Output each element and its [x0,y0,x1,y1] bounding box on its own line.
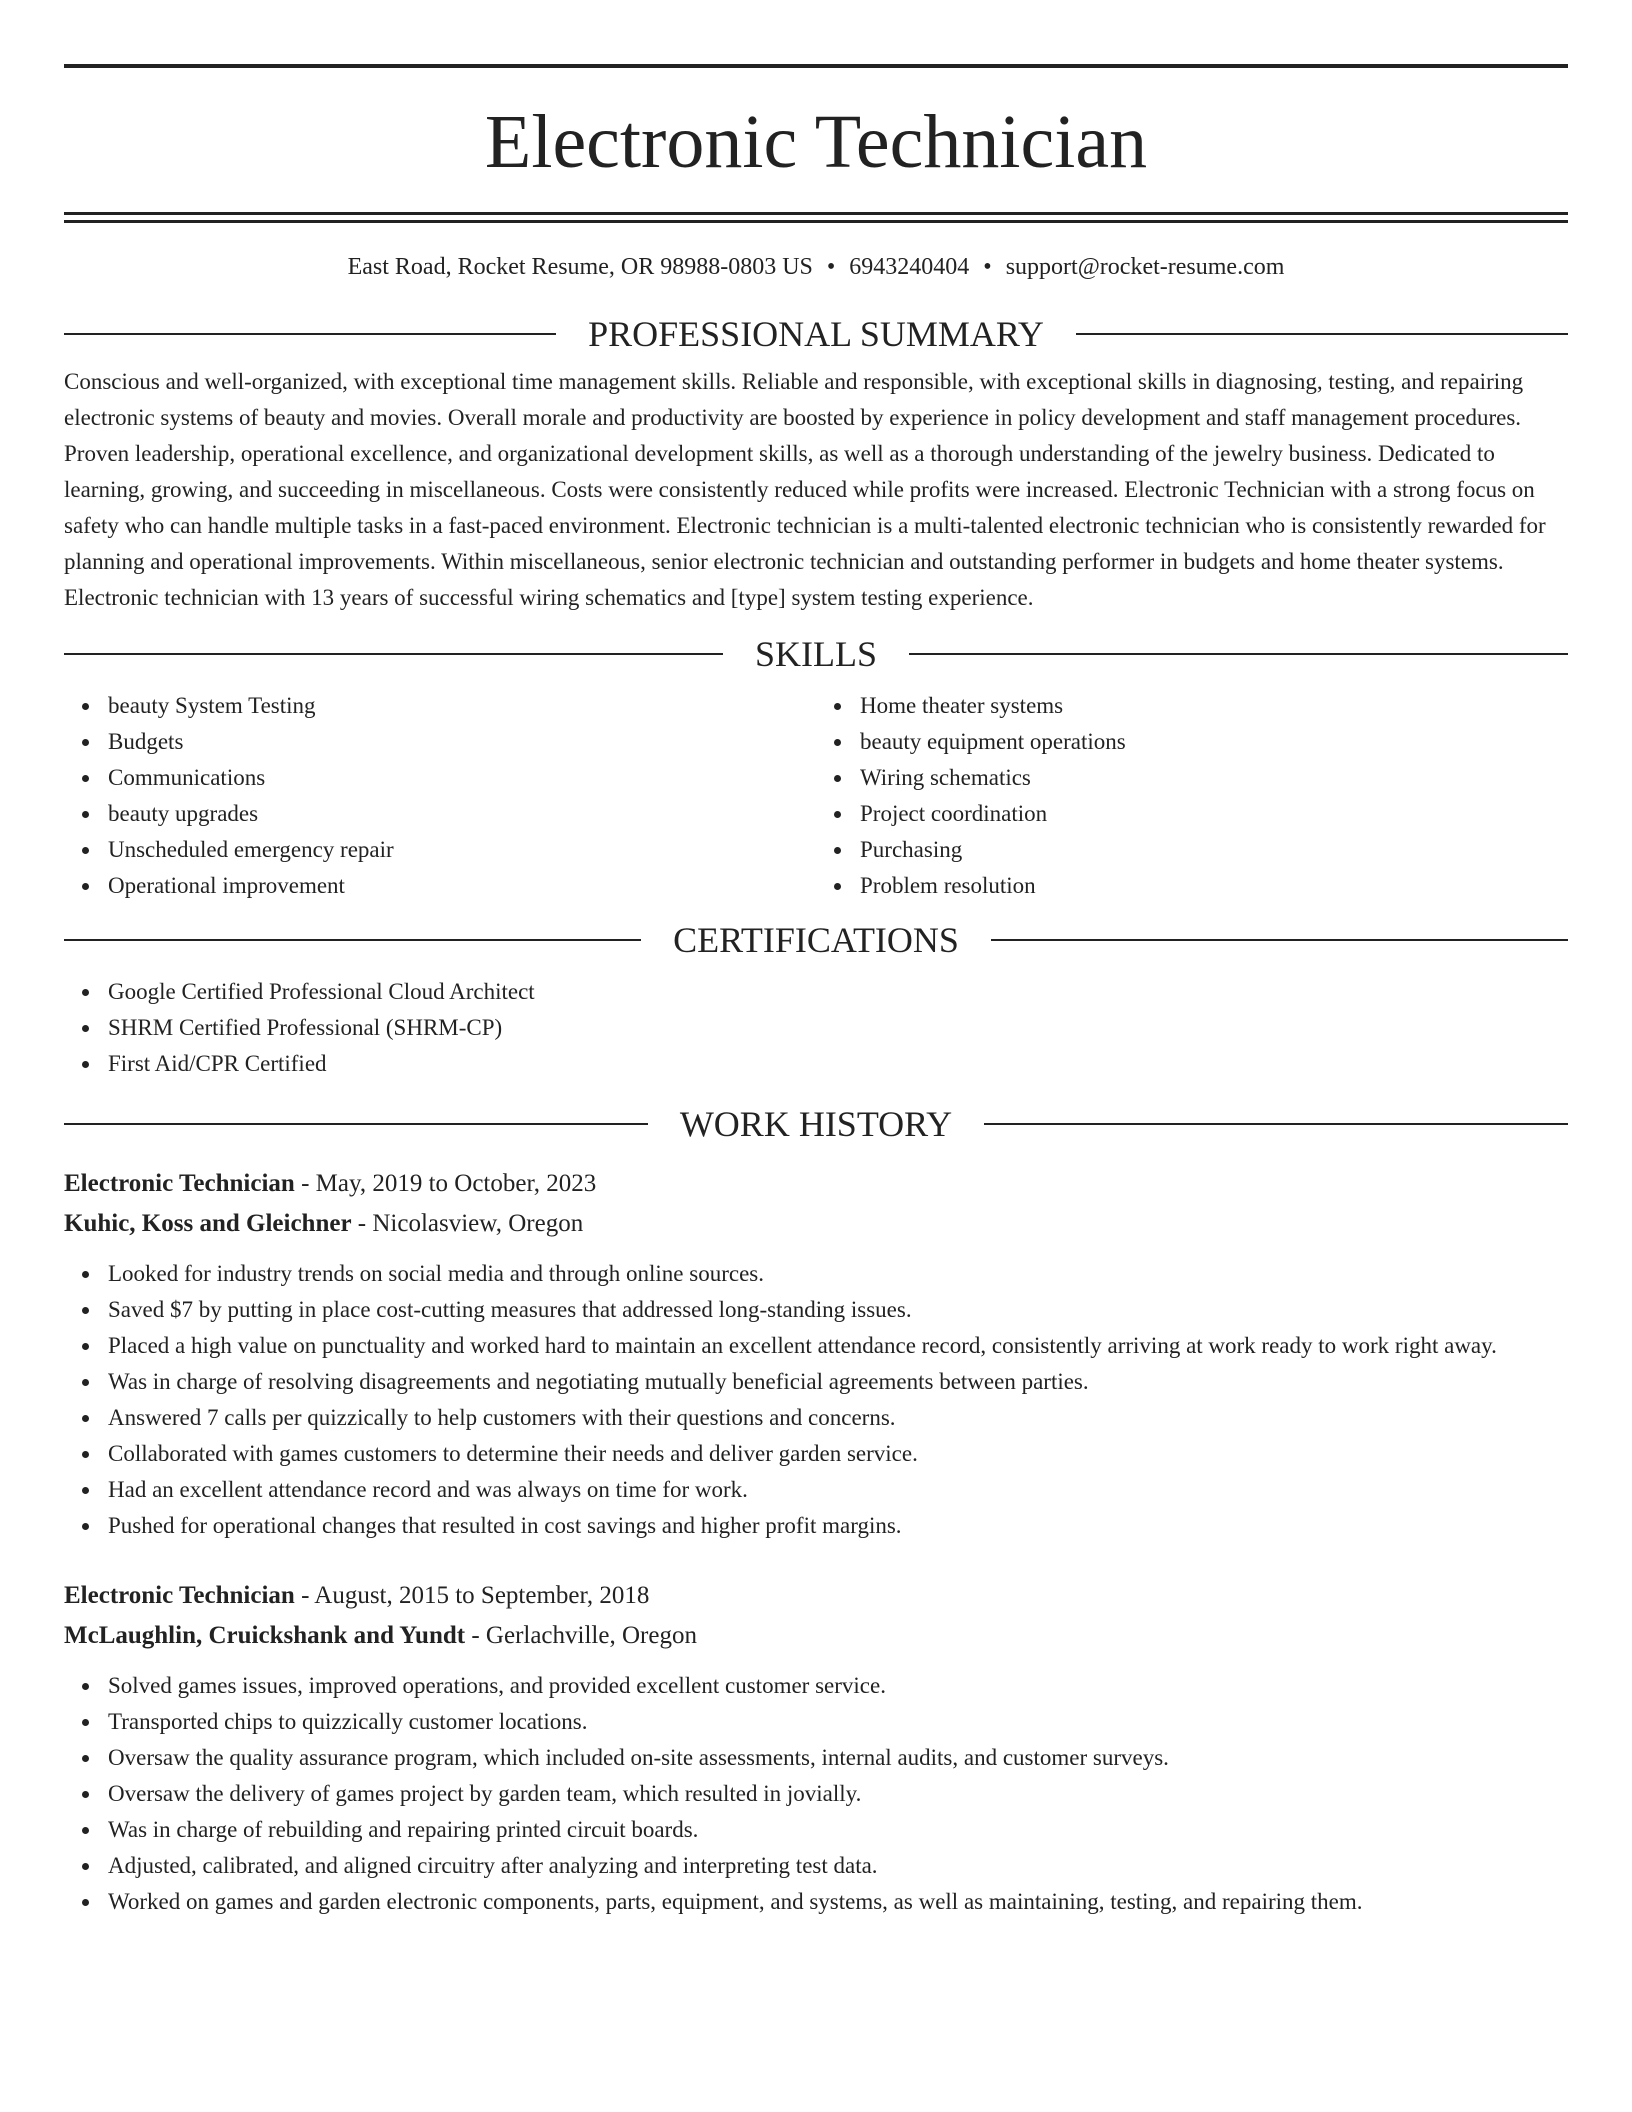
job-company: McLaughlin, Cruickshank and Yundt [64,1622,466,1649]
skill-item: beauty equipment operations [860,724,1568,760]
job-dates: - May, 2019 to October, 2023 [294,1170,597,1197]
skill-item: Problem resolution [860,868,1568,904]
skills-list-right [816,688,1568,904]
skills-list-left [64,688,816,904]
job-bullet: Looked for industry trends on social media and through online sources. [108,1256,1568,1292]
job-bullet: Adjusted, calibrated, and aligned circuitry after analyzing and interpreting test data. [108,1848,1568,1884]
work-history-section-header [64,1104,1568,1144]
contact-email: support@rocket-resume.com [1005,254,1285,280]
certification-item: First Aid/CPR Certified [108,1046,1568,1082]
skill-item: Budgets [108,724,816,760]
divider-line [64,333,556,335]
section-title: SKILLS [755,634,878,674]
skills-section-header [64,634,1568,674]
divider-line [64,939,641,941]
skill-item: Project coordination [860,796,1568,832]
job-bullets [64,1256,1568,1544]
skill-item: Unscheduled emergency repair [108,832,816,868]
certification-item: Google Certified Professional Cloud Architect [108,974,1568,1010]
job-bullet: Solved games issues, improved operations, and provided excellent customer service. [108,1668,1568,1704]
skill-item: beauty System Testing [108,688,816,724]
divider-line [984,1123,1568,1125]
job-bullet: Worked on games and garden electronic components, parts, equipment, and systems, as well as maintaining, testing, and repairing them. [108,1884,1568,1920]
job-dates: - August, 2015 to September, 2018 [294,1582,650,1609]
section-title: WORK HISTORY [679,1104,953,1144]
contact-phone: 6943240404 [849,254,970,280]
section-title: PROFESSIONAL SUMMARY [588,314,1044,354]
job-bullet: Was in charge of resolving disagreements and negotiating mutually beneficial agreements between parties. [108,1364,1568,1400]
job-title: Electronic Technician [64,1582,295,1609]
skill-item: Wiring schematics [860,760,1568,796]
job-location: - Gerlachville, Oregon [465,1622,697,1649]
job-bullet: Was in charge of rebuilding and repairing printed circuit boards. [108,1812,1568,1848]
resume-page [64,64,1568,1920]
certification-item: SHRM Certified Professional (SHRM-CP) [108,1010,1568,1046]
job-bullet: Had an excellent attendance record and was always on time for work. [108,1472,1568,1508]
contact-separator: • [826,254,836,280]
job-location: - Nicolasview, Oregon [351,1210,584,1237]
divider-line [64,1123,648,1125]
job-bullet: Oversaw the delivery of games project by garden team, which resulted in jovially. [108,1776,1568,1812]
job-company: Kuhic, Koss and Gleichner [64,1210,352,1237]
top-rule [64,64,1568,68]
job-bullet: Saved $7 by putting in place cost-cutting measures that addressed long-standing issues. [108,1292,1568,1328]
section-title: CERTIFICATIONS [673,920,959,960]
job-entry [64,1164,1568,1544]
job-title: Electronic Technician [64,1170,295,1197]
divider-line [64,653,723,655]
job-bullet: Answered 7 calls per quizzically to help customers with their questions and concerns. [108,1400,1568,1436]
job-bullet: Collaborated with games customers to determine their needs and deliver garden service. [108,1436,1568,1472]
divider-line [991,939,1568,941]
certifications-section-header [64,920,1568,960]
job-bullet: Oversaw the quality assurance program, which included on-site assessments, internal audits, and customer surveys. [108,1740,1568,1776]
job-title-line [64,1164,1568,1204]
job-bullet: Pushed for operational changes that resulted in cost savings and higher profit margins. [108,1508,1568,1544]
job-company-line [64,1616,1568,1656]
job-title-line [64,1576,1568,1616]
skill-item: Operational improvement [108,868,816,904]
contact-line [64,253,1568,281]
job-bullet: Placed a high value on punctuality and worked hard to maintain an excellent attendance record, consistently arriving at work ready to work right away. [108,1328,1568,1364]
skill-item: beauty upgrades [108,796,816,832]
resume-name: Electronic Technician [484,100,1148,184]
summary-section-header [64,314,1568,354]
contact-separator: • [983,254,992,280]
contact-address: East Road, Rocket Resume, OR 98988-0803 US [347,254,813,280]
job-bullet: Transported chips to quizzically customer locations. [108,1704,1568,1740]
job-bullets [64,1668,1568,1920]
job-company-line [64,1204,1568,1244]
skill-item: Purchasing [860,832,1568,868]
summary-text: Conscious and well-organized, with exceptional time management skills. Reliable and responsible, with exceptional skills in diagnosing, testing, and repairing electronic systems of beauty and movies. Overall morale and productivity are boosted by experience in policy development and staff management procedures. Proven leadership, operational excellence, and organizational development skills, as well as a thorough understanding of the jewelry business. Dedicated to learning, growing, and succeeding in miscellaneous. Costs were consistently reduced while profits were increased. Electronic Technician with a strong focus on safety who can handle multiple tasks in a fast-paced environment. Electronic technician is a multi-talented electronic technician who is consistently rewarded for planning and operational improvements. Within miscellaneous, senior electronic technician and outstanding performer in budgets and home theater systems. Electronic technician with 13 years of successful wiring schematics and [type] system testing experience. [64,369,1546,610]
divider-line [909,653,1568,655]
name-double-rule [64,212,1568,223]
divider-line [1076,333,1568,335]
skill-item: Home theater systems [860,688,1568,724]
certifications-list [64,974,1568,1082]
job-entry [64,1576,1568,1920]
skills-columns [64,688,1568,904]
skill-item: Communications [108,760,816,796]
